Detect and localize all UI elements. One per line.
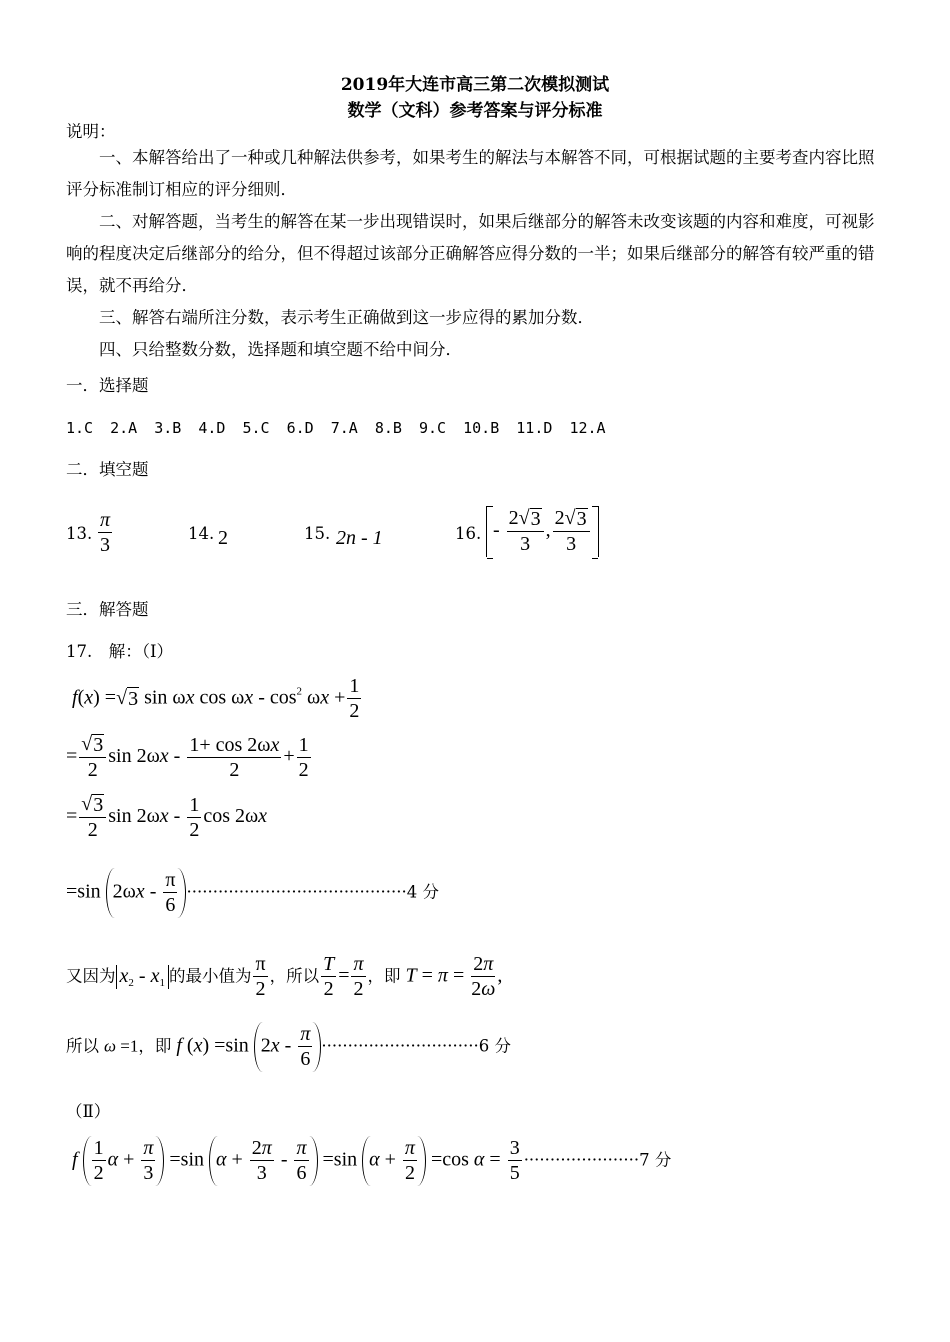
q17-label: 17. 解：（Ⅰ） <box>66 642 174 661</box>
formula-period: 又因为 $x_2 - x_1$ 的最小值为 $\frac{\pi}{2}$ ，所以 $\frac{T}{2}$ = $\frac{\pi}{2}$ ，即 T = π = $\frac{2\pi}{2\omega}$ , <box>66 953 503 1000</box>
answer-item: 9.C <box>419 419 447 437</box>
answer-item: 6.D <box>286 419 314 437</box>
formula-step-3: =sin 2ωx - $\frac{\pi}{6}$ ··········································4 分 <box>66 869 440 916</box>
answer-item: 8.B <box>374 419 402 437</box>
formula-omega: 所以 ω =1，即 f (x) =sin 2x - $\frac{\pi}{6}$ ······························6 分 <box>66 1023 511 1070</box>
q14-answer: 2 <box>218 527 228 549</box>
q14-label: 14. <box>188 524 215 543</box>
q16-label: 16. <box>455 524 482 543</box>
part-2-label: （Ⅱ） <box>66 1102 111 1121</box>
q15-label: 15. <box>304 524 331 543</box>
answer-item: 2.A <box>110 419 138 437</box>
q13-label: 13. <box>66 524 93 543</box>
section-heading-fill: 二．填空题 <box>66 460 149 479</box>
section-heading-solve: 三．解答题 <box>66 600 149 619</box>
choice-answers <box>66 416 606 440</box>
intro-paragraph-2: 二、对解答题，当考生的解答在某一步出现错误时，如果后继部分的解答未改变该题的内容和难度，可视影响的程度决定后继部分的给分，但不得超过该部分正确解答应得分数的一半；如果后继部分的解答有较严重的错误，就不再给分． <box>66 212 875 295</box>
formula-part2: f $\frac{1}{2}$ α + $\frac{\pi}{3}$ =sin α + $\frac{2\pi}{3}$ - $\frac{\pi}{6}$ =sin α + $\frac{\pi}{2}$ =cos α = $\frac{3}{5}$ ······················7 分 <box>72 1137 672 1184</box>
q15-answer: 2n - 1 <box>336 527 383 549</box>
section-heading-choice: 一．选择题 <box>66 376 149 395</box>
formula-fx-def: f(x) = √ 3 sin ωx cos ωx - $\cos^2 \omega x$ + $\frac{1}{2}$ <box>72 675 360 722</box>
answer-item: 11.D <box>516 419 553 437</box>
answer-item: 5.C <box>242 419 270 437</box>
page-subtitle: 数学（文科）参考答案与评分标准 <box>347 101 603 121</box>
formula-step-2: = √ 3 2 sin 2ωx - $\frac{1}{2}$ cos 2ωx <box>66 793 268 841</box>
q16-answer: - 2 √ 3 3 , 2 √ 3 3 <box>486 506 599 557</box>
intro-paragraph-1: 一、本解答给出了一种或几种解法供参考，如果考生的解法与本解答不同，可根据试题的主要考查内容比照评分标准制订相应的评分细则． <box>66 148 875 199</box>
page-title: 2019年大连市高三第二次模拟测试 <box>340 75 610 95</box>
answer-item: 3.B <box>154 419 182 437</box>
answer-item: 4.D <box>198 419 226 437</box>
answer-item: 1.C <box>66 419 94 437</box>
answer-item: 10.B <box>463 419 500 437</box>
q13-answer: $\frac{\pi}{3}$ <box>100 509 111 556</box>
answer-item: 12.A <box>569 419 606 437</box>
formula-step-1: = √ 3 2 sin 2ωx - $\frac{1+ \cos 2\omega x}{2}$ + $\frac{1}{2}$ <box>66 733 309 781</box>
intro-label: 说明： <box>66 122 116 141</box>
intro-paragraph-3: 三、解答右端所注分数，表示考生正确做到这一步应得的累加分数． <box>99 308 594 327</box>
answer-item: 7.A <box>330 419 358 437</box>
intro-paragraph-4: 四、只给整数分数，选择题和填空题不给中间分． <box>99 340 462 359</box>
